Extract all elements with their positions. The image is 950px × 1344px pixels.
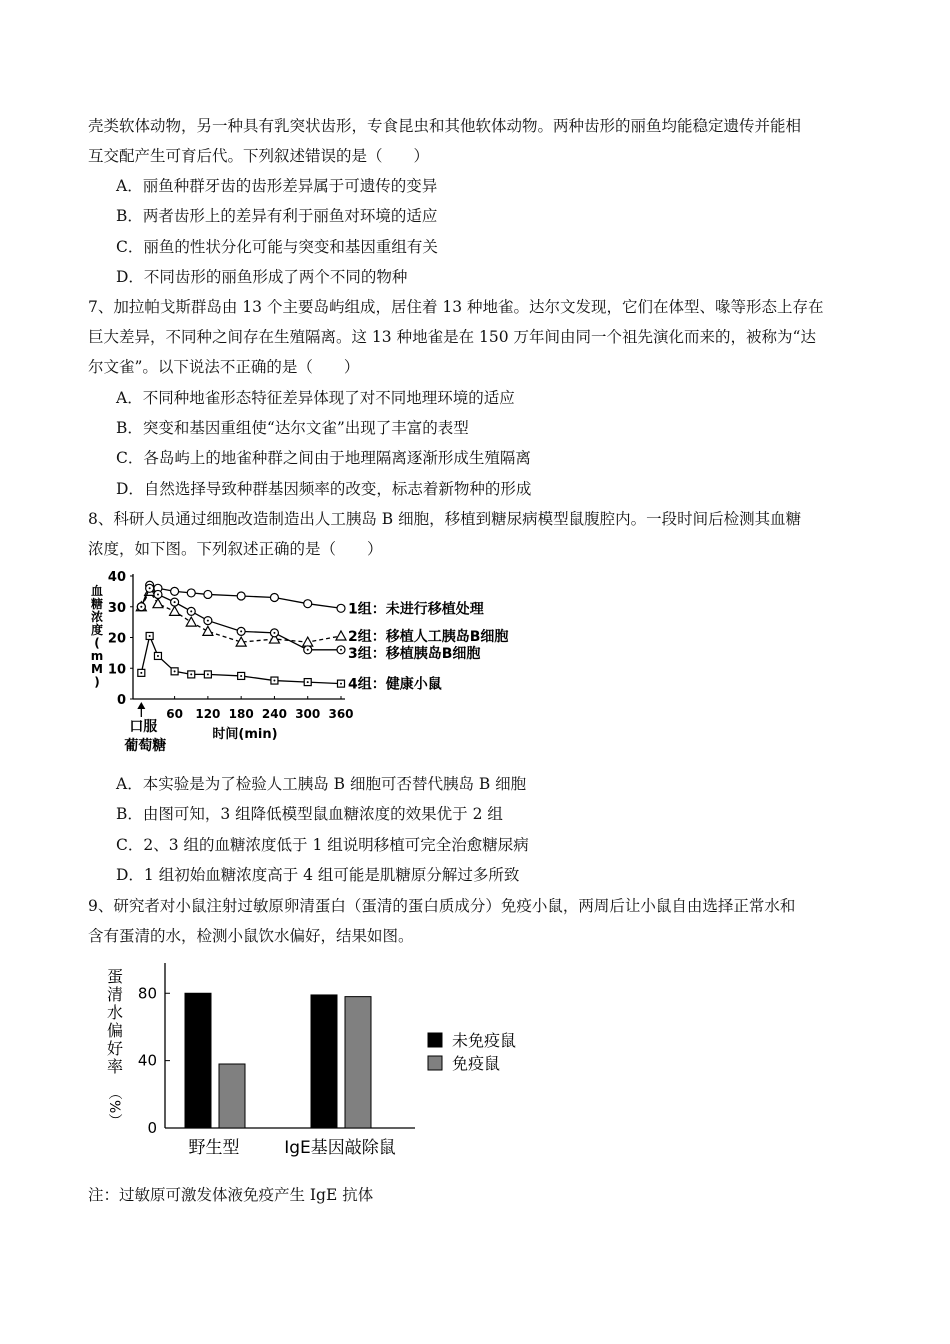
data-point	[337, 604, 345, 612]
data-point-dot	[240, 630, 242, 632]
legend-label: 免疫鼠	[452, 1054, 501, 1073]
q6-option-b: B．两者齿形上的差异有利于丽鱼对环境的适应	[116, 207, 438, 225]
water-preference-bar-chart	[95, 960, 575, 1165]
data-point	[237, 592, 245, 600]
y-axis-label: 血糖浓度( m M )	[90, 584, 104, 689]
data-point-dot	[149, 587, 151, 589]
bar-未免疫鼠-野生型	[185, 993, 211, 1128]
data-point-dot	[340, 683, 342, 685]
q7-option-c: C．各岛屿上的地雀种群之间由于地理隔离逐渐形成生殖隔离	[116, 449, 531, 467]
data-point	[270, 594, 278, 602]
x-tick-label: 240	[261, 707, 287, 721]
y-tick-label: 10	[107, 662, 126, 678]
data-point-dot	[174, 670, 176, 672]
data-point-dot	[273, 632, 275, 634]
q9-text-line-2: 含有蛋清的水，检测小鼠饮水偏好，结果如图。	[88, 927, 414, 945]
data-point	[203, 626, 213, 635]
data-point	[187, 589, 195, 597]
data-point	[186, 617, 196, 626]
q9-text-line-1: 9、研究者对小鼠注射过敏原卵清蛋白（蛋清的蛋白质成分）免疫小鼠，两周后让小鼠自由选择正常水和	[88, 897, 796, 915]
y-axis-label: 蛋清水偏好率	[106, 967, 124, 1076]
data-point-dot	[207, 673, 209, 675]
data-point-dot	[273, 680, 275, 682]
y-tick-label: 20	[107, 631, 126, 647]
y-tick-label: 0	[147, 1119, 157, 1137]
bar-免疫鼠-IgE基因敲除鼠	[345, 997, 371, 1128]
q7-option-a: A．不同种地雀形态特征差异体现了对不同地理环境的适应	[116, 389, 515, 407]
series-label-1: 1组：未进行移植处理	[348, 601, 484, 618]
q8-option-d: D．1 组初始血糖浓度高于 4 组可能是肌糖原分解过多所致	[116, 866, 520, 884]
x-tick-label: 120	[195, 707, 221, 721]
y-tick-label: 40	[137, 1051, 157, 1070]
q6-option-d: D．不同齿形的丽鱼形成了两个不同的物种	[116, 268, 408, 286]
q6-option-a: A．丽鱼种群牙齿的齿形差异属于可遗传的变异	[116, 177, 438, 195]
data-point	[304, 600, 312, 608]
bar-免疫鼠-野生型	[219, 1064, 245, 1128]
legend-swatch	[428, 1056, 442, 1070]
data-point	[170, 606, 180, 615]
q8-option-c: C．2、3 组的血糖浓度低于 1 组说明移植可完全治愈糖尿病	[116, 836, 529, 854]
data-point	[303, 637, 313, 646]
data-point-dot	[207, 620, 209, 622]
q7-text-line-3: 尔文雀”。以下说法不正确的是（ ）	[88, 358, 360, 376]
legend-label: 未免疫鼠	[452, 1031, 517, 1050]
series-label-2: 2组：移植人工胰岛B细胞	[348, 628, 509, 645]
q8-text-line-1: 8、科研人员通过细胞改造制造出人工胰岛 B 细胞，移植到糖尿病模型鼠腹腔内。一段时间后检测其血糖	[88, 510, 802, 528]
data-point	[153, 599, 163, 608]
bar-未免疫鼠-IgE基因敲除鼠	[311, 995, 337, 1128]
q8-option-b: B．由图可知，3 组降低模型鼠血糖浓度的效果优于 2 组	[116, 805, 503, 823]
x-tick-label: 300	[295, 707, 321, 721]
series-label-4: 4组：健康小鼠	[348, 676, 442, 693]
q8-option-a: A．本实验是为了检验人工胰岛 B 细胞可否替代胰岛 B 细胞	[116, 775, 527, 793]
data-point-dot	[240, 675, 242, 677]
y-tick-label: 40	[107, 570, 126, 585]
category-label: 野生型	[188, 1138, 240, 1158]
x-tick-label: 180	[228, 707, 254, 721]
q6-option-c: C．丽鱼的性状分化可能与突变和基因重组有关	[116, 238, 438, 256]
glucose-arrow-head	[137, 702, 145, 709]
q6-text-line-1: 壳类软体动物，另一种具有乳突状齿形，专食昆虫和其他软体动物。两种齿形的丽鱼均能稳定遗传并能相	[88, 117, 802, 135]
data-point-dot	[307, 681, 309, 683]
data-point-dot	[157, 593, 159, 595]
arrow-label-2: 葡萄糖	[124, 738, 167, 754]
q8-text-line-2: 浓度，如下图。下列叙述正确的是（ ）	[88, 540, 383, 558]
data-point	[336, 631, 346, 640]
arrow-label-1: 口服	[129, 719, 158, 735]
data-point-dot	[149, 635, 151, 637]
x-tick-label: 60	[166, 707, 183, 721]
y-axis-unit: （%）	[106, 1086, 122, 1128]
data-point-dot	[140, 606, 142, 608]
x-tick-label: 360	[328, 707, 354, 721]
legend-swatch	[428, 1033, 442, 1047]
data-point-dot	[190, 673, 192, 675]
series-label-3: 3组：移植胰岛B细胞	[348, 645, 481, 662]
data-point-dot	[340, 649, 342, 651]
y-tick-label: 80	[137, 984, 157, 1003]
q7-option-b: B．突变和基因重组使“达尔文雀”出现了丰富的表型	[116, 419, 469, 437]
data-point-dot	[307, 649, 309, 651]
y-tick-label: 30	[107, 600, 126, 616]
category-label: IgE基因敲除鼠	[284, 1138, 396, 1158]
data-point	[204, 590, 212, 598]
data-point-dot	[190, 610, 192, 612]
x-axis-label: 时间(min)	[212, 727, 278, 742]
q9-note: 注：过敏原可激发体液免疫产生 IgE 抗体	[88, 1186, 374, 1204]
data-point-dot	[140, 672, 142, 674]
data-point-dot	[174, 601, 176, 603]
data-point	[171, 587, 179, 595]
data-point-dot	[157, 655, 159, 657]
q7-text-line-1: 7、加拉帕戈斯群岛由 13 个主要岛屿组成，居住着 13 种地雀。达尔文发现，它们在体型、喙等形态上存在	[88, 298, 824, 316]
q7-option-d: D．自然选择导致种群基因频率的改变，标志着新物种的形成	[116, 480, 532, 498]
blood-glucose-line-chart	[85, 565, 555, 760]
q6-text-line-2: 互交配产生可育后代。下列叙述错误的是（ ）	[88, 147, 430, 165]
y-tick-label: 0	[116, 693, 126, 708]
q7-text-line-2: 巨大差异，不同种之间存在生殖隔离。这 13 种地雀是在 150 万年间由同一个祖先演化而来的，被称为“达	[88, 328, 816, 346]
